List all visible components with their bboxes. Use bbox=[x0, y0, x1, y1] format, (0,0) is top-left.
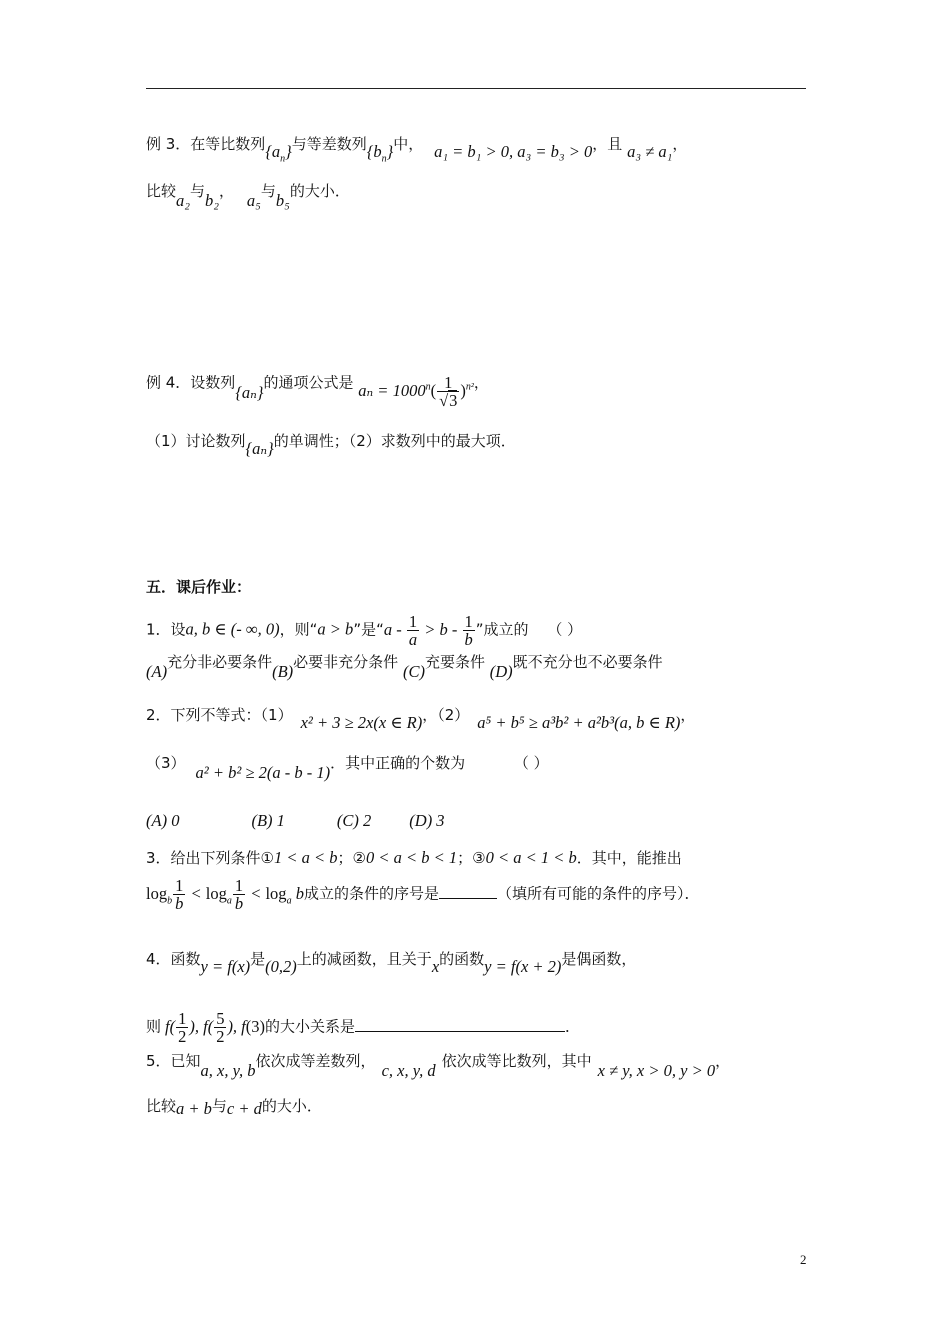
problem-2-line-1: 2．下列不等式：（1） x² + 3 ≥ 2x(x ∈ R)，（2） a⁵ + b⁵ ≥ a³b² + a²b³(a, b ∈ R)， bbox=[146, 706, 696, 732]
cond2-formula: a - $\frac{1}{a}$ > b - $\frac{1}{b}$ bbox=[383, 612, 473, 650]
seq-a: $\{a_n\}$ bbox=[265, 142, 292, 165]
problem-5-line-2: 比较a + b与c + d的大小． bbox=[146, 1097, 322, 1118]
log-inequality: $\log_b$ $\frac{1}{b}$ < $\log_a$ $\frac{1}{b}$ < $\log_a b$ bbox=[146, 876, 304, 914]
header-rule bbox=[146, 88, 806, 89]
problem-4-line-2: 则 f( $\frac{1}{2}$ ), f( $\frac{5}{2}$ ), f(3)的大小关系是 ． bbox=[146, 1009, 581, 1047]
an-formula: $a_n = 1000^n$( $\frac{1}{√3}$ )$^{n^2}$ bbox=[358, 373, 474, 411]
function-values: f( $\frac{1}{2}$ ), f( $\frac{5}{2}$ ), f(3) bbox=[165, 1009, 266, 1047]
answer-blank[interactable] bbox=[439, 898, 497, 899]
answer-blank[interactable] bbox=[355, 1031, 565, 1032]
example-4-line-2: （1）讨论数列{aₙ}的单调性；（2）求数列中的最大项． bbox=[146, 432, 516, 458]
example-3-line-2: 比较a₂与b₂， a₅与b₅的大小． bbox=[146, 182, 350, 210]
problem-1-line-1: 1．设a, b ∈ (- ∞, 0)，则“a > b”是“a - $\frac{1}{a}$ > b - $\frac{1}{b}$ ”成立的 （ ） bbox=[146, 612, 583, 650]
problem-2-options: (A) 0 (B) 1 (C) 2 (D) 3 bbox=[146, 811, 445, 830]
seq-b: $\{b_n\}$ bbox=[366, 142, 394, 165]
problem-4-line-1: 4．函数y = f(x)是(0,2)上的减函数，且关于x的函数y = f(x + 2)是偶函数， bbox=[146, 950, 637, 976]
page-number: 2 bbox=[800, 1252, 807, 1267]
homework-title: 五．课后作业： bbox=[146, 578, 252, 596]
problem-2-line-2: （3） a² + b² ≥ 2(a - b - 1)．其中正确的个数为 （ ） bbox=[146, 754, 549, 782]
neq-formula: a₃ ≠ a₁ bbox=[627, 142, 673, 161]
problem-3-line-2: $\log_b$ $\frac{1}{b}$ < $\log_a$ $\frac{1}{b}$ < $\log_a b$成立的条件的序号是 （填所有可能的条件的序号）． bbox=[146, 876, 700, 914]
problem-3-line-1: 3．给出下列条件①1 < a < b；②0 < a < b < 1；③0 < a < 1 < b．其中，能推出 bbox=[146, 848, 682, 867]
example-3-line-1: 例 3．在等比数列$\{a_n\}$与等差数列$\{b_n\}$中， a₁ = b₁ > 0, a₃ = b₃ > 0，且 a₃ ≠ a₁， bbox=[146, 135, 688, 165]
example-4-line-1: 例 4．设数列{aₙ}的通项公式是 $a_n = 1000^n$( $\frac{1}{√3}$ )$^{n^2}$， bbox=[146, 373, 489, 411]
problem-5-line-1: 5．已知a, x, y, b依次成等差数列， c, x, y, d 依次成等比数列，其中 x ≠ y, x > 0, y > 0， bbox=[146, 1052, 731, 1080]
condition-formula: a₁ = b₁ > 0, a₃ = b₃ > 0 bbox=[434, 142, 593, 161]
problem-1-options: (A)充分非必要条件(B)必要非充分条件 (C)充要条件 (D)既不充分也不必要条件 bbox=[146, 653, 663, 681]
